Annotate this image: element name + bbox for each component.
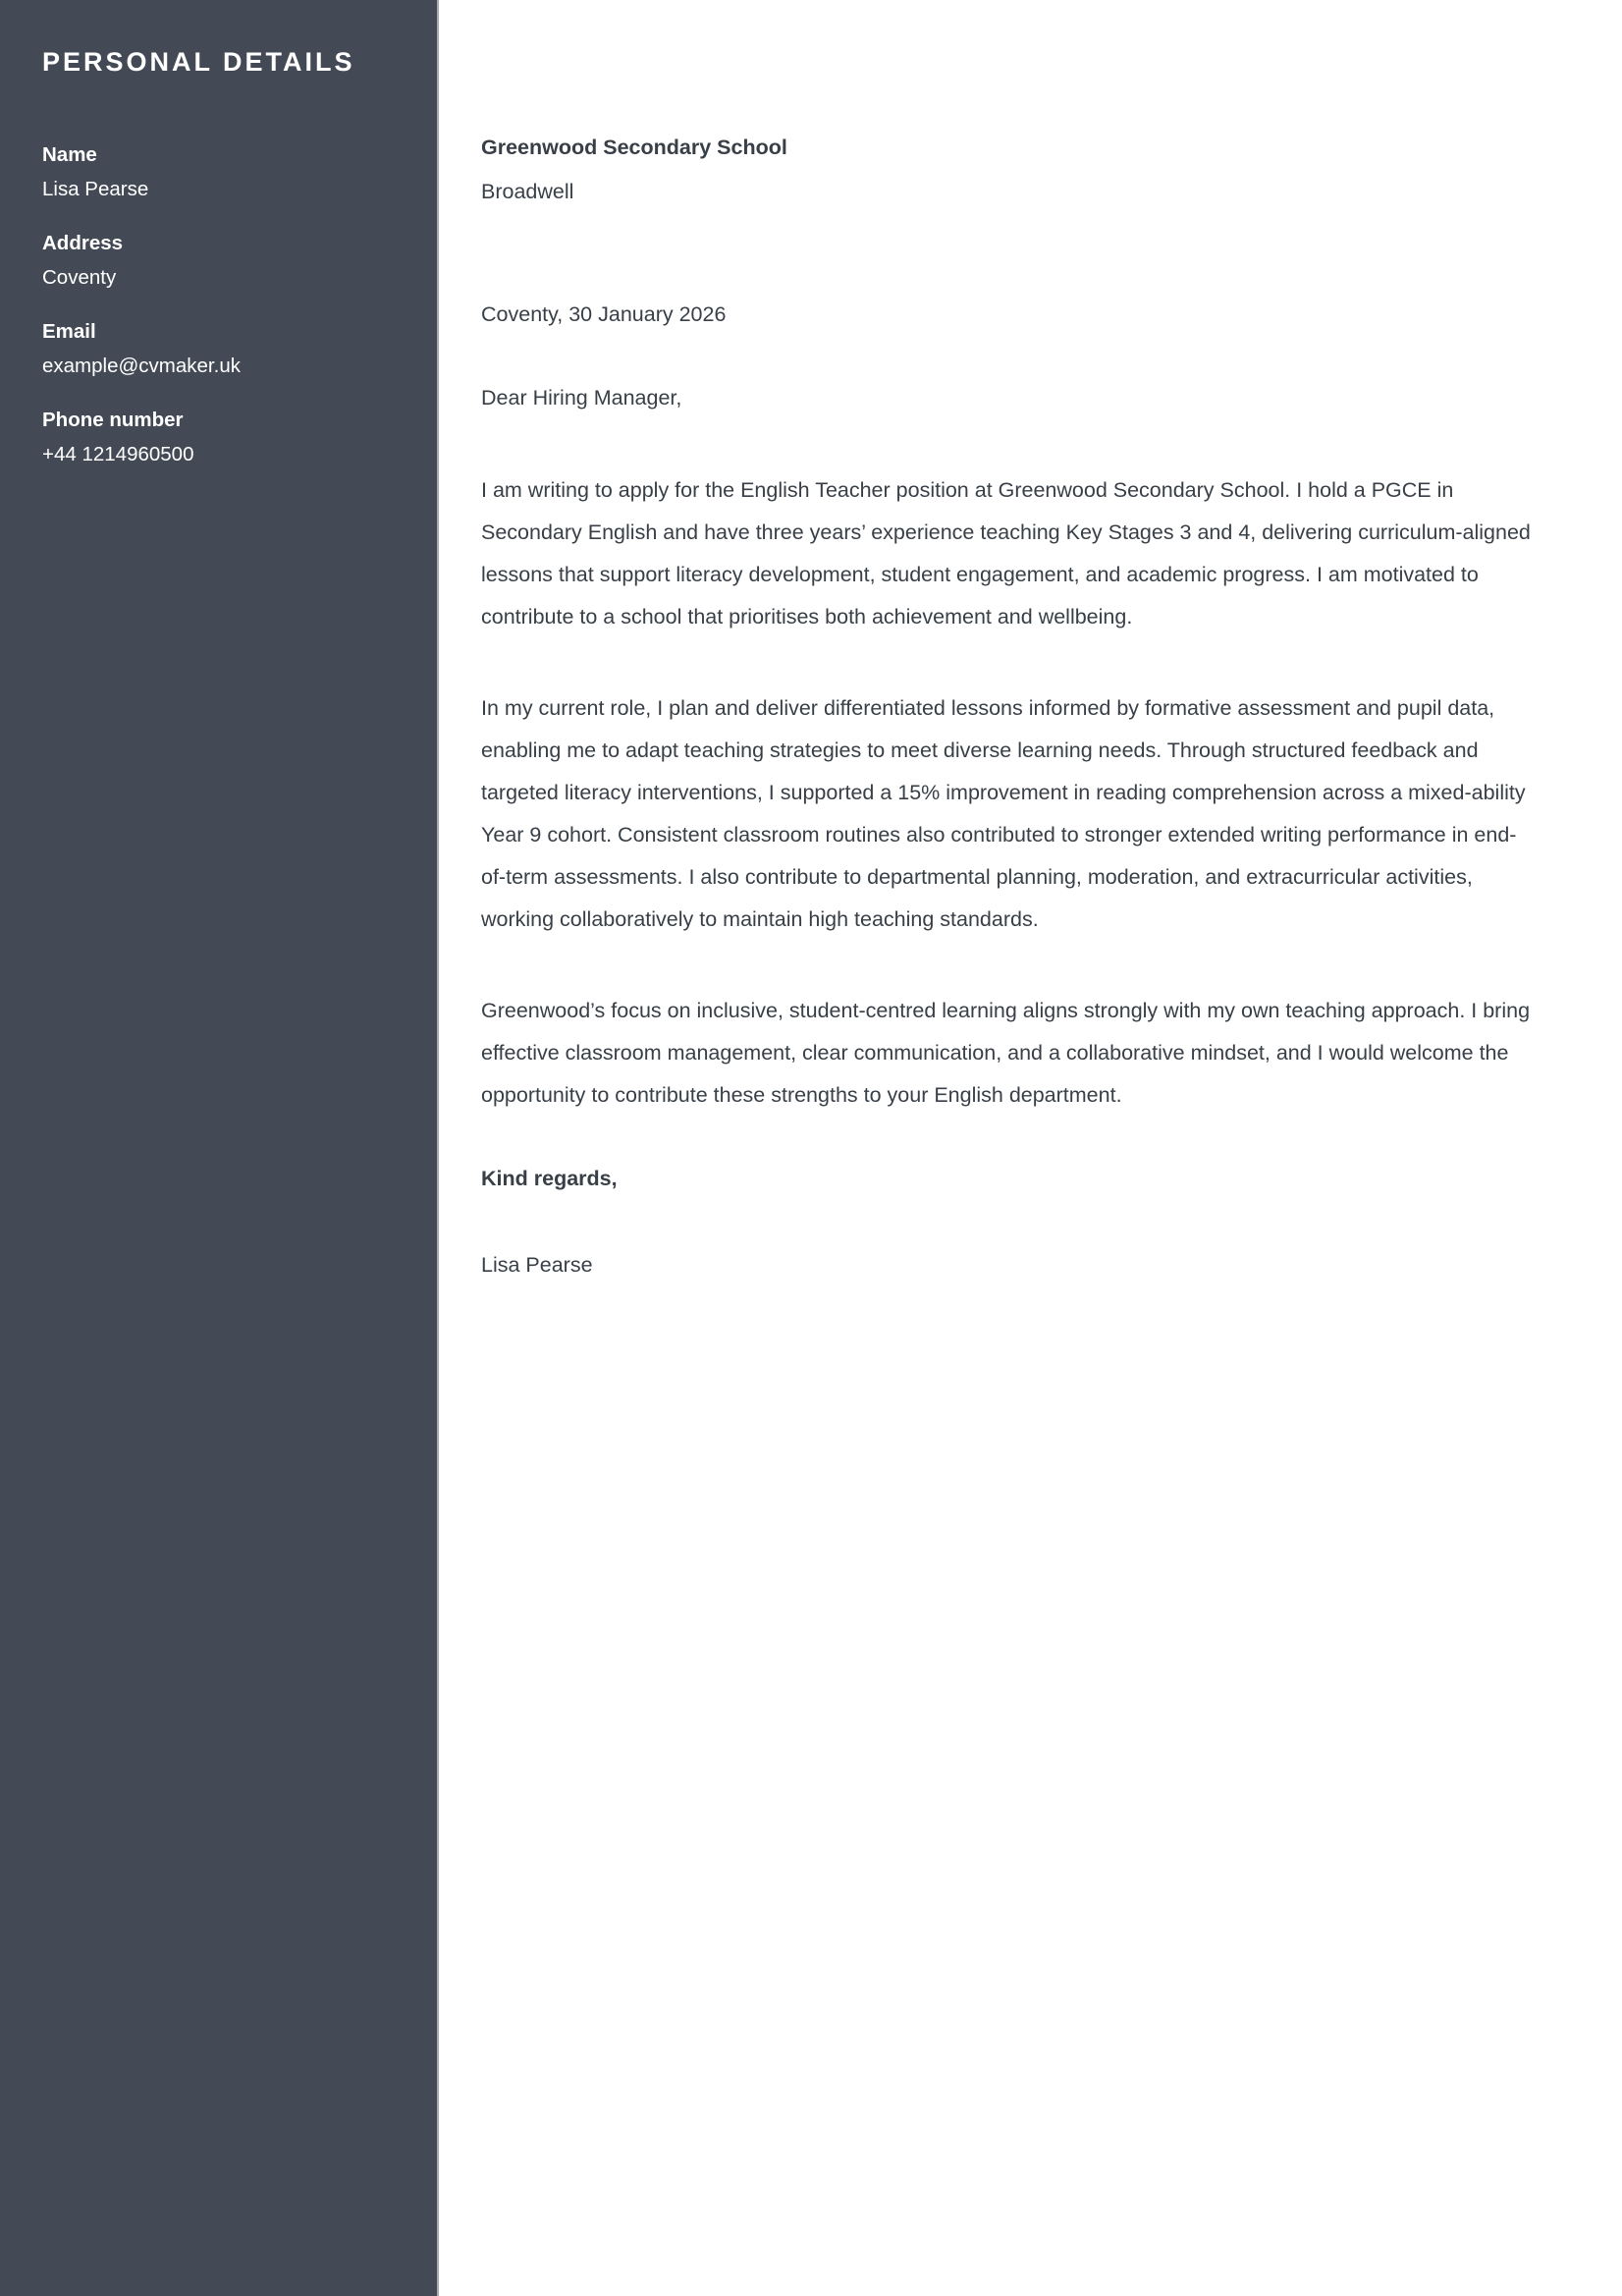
paragraph-introduction: I am writing to apply for the English Teacher position at Greenwood Secondary School. I hold a PGCE in Secondary English and have three years’ experience teaching Key Stages 3 and 4, delivering curriculum-aligned lessons that support literacy development, student engagement, and academic progress. I am motivated to contribute to a school that prioritises both achievement and wellbeing.	[481, 478, 1531, 629]
paragraph-experience: In my current role, I plan and deliver differentiated lessons informed by formative assessment and pupil data, enabling me to adapt teaching strategies to meet diverse learning needs. Through structured feedback and targeted literacy interventions, I supported a 15% improvement in reading comprehension across a mixed-ability Year 9 cohort. Consistent classroom routines also contributed to stronger extended writing performance in end-of-term assessments. I also contribute to departmental planning, moderation, and extracurricular activities, working collaboratively to maintain high teaching standards.	[481, 696, 1526, 931]
signature-name: Lisa Pearse	[481, 1253, 593, 1277]
field-address-label: Address	[42, 232, 124, 254]
field-name	[42, 137, 402, 206]
personal-details-sidebar	[0, 0, 439, 2296]
date-line: Coventy, 30 January 2026	[481, 302, 727, 326]
field-address	[42, 226, 402, 295]
field-email-value: example@cvmaker.uk	[42, 355, 241, 377]
field-address-value: Coventy	[42, 266, 117, 289]
closing-line: Kind regards,	[481, 1167, 618, 1190]
field-name-label: Name	[42, 143, 97, 166]
field-phone-label: Phone number	[42, 409, 184, 431]
recipient-name: Greenwood Secondary School	[481, 136, 787, 159]
field-name-value: Lisa Pearse	[42, 178, 149, 200]
field-phone-value: +44 1214960500	[42, 443, 194, 465]
sidebar-title: PERSONAL DETAILS	[42, 47, 355, 77]
letter-content	[481, 126, 1532, 1287]
paragraph-motivation: Greenwood’s focus on inclusive, student-centred learning aligns strongly with my own teaching approach. I bring effective classroom management, clear communication, and a collaborative mindset, and I would welcome the opportunity to contribute these strengths to your English department.	[481, 999, 1531, 1107]
field-phone	[42, 403, 402, 471]
field-email-label: Email	[42, 320, 96, 343]
field-email	[42, 314, 402, 383]
letter-body	[441, 0, 1622, 1287]
salutation: Dear Hiring Manager,	[481, 386, 682, 410]
recipient-location: Broadwell	[481, 180, 574, 203]
